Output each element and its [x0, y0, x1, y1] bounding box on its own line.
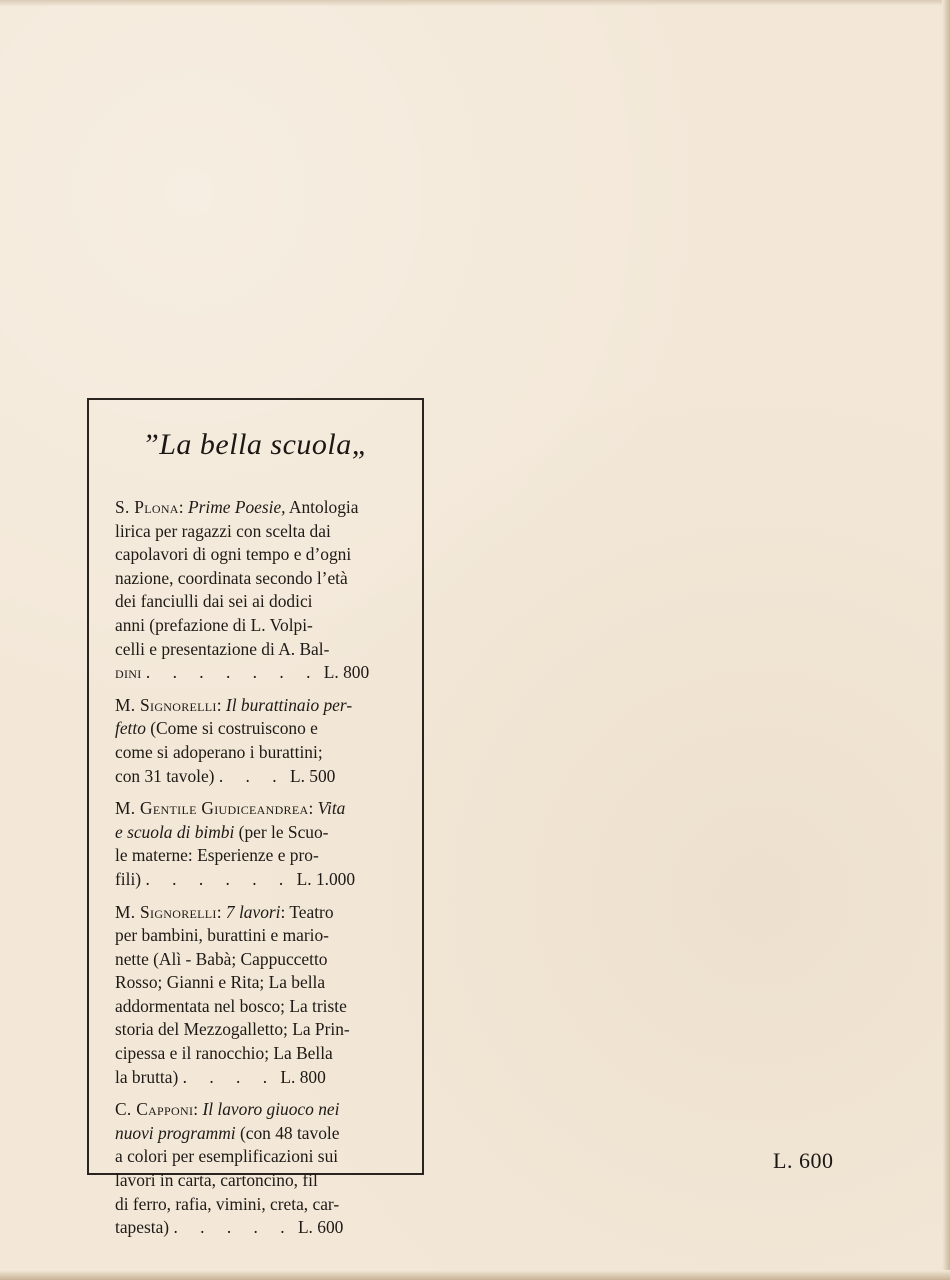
entry-text: di ferro, rafia, vimini, creta, car-: [115, 1193, 340, 1214]
entry-text: a colori per esemplificazioni sui: [115, 1146, 339, 1167]
entry-price: L. 1.000: [296, 868, 356, 889]
entry-text: le materne: Esperienze e pro-: [115, 845, 319, 866]
entry-author: M. Signorelli: [115, 694, 217, 715]
series-title: ”La bella scuola„: [142, 428, 369, 461]
entry-title: e scuola di bimbi: [115, 821, 235, 842]
entry-author: S. Plona: [115, 497, 179, 517]
entry-price-row: [115, 1216, 407, 1240]
price-leader-dots: . . . . . .: [145, 868, 293, 889]
catalog-entries: [115, 496, 407, 1249]
entry-text: dei fanciulli dai sei ai dodici: [115, 591, 313, 612]
entry-text: la brutta): [115, 1066, 179, 1087]
entry-price: L. 600: [297, 1217, 344, 1238]
entry-price: L. 800: [280, 1066, 326, 1087]
entry-text: con 31 tavole): [115, 765, 215, 786]
catalog-entry: M. Signorelli: Il burattinaio per- fetto (Come si costruiscono e come si adoperano i burattini; con 31 tavole) . . . L. 500: [115, 694, 407, 788]
price-leader-dots: . . . .: [182, 1066, 277, 1087]
entry-text: (Come si costruiscono e: [145, 718, 318, 739]
catalog-box: [87, 398, 424, 1238]
entry-text: cipessa e il ranocchio; La Bella: [115, 1043, 333, 1064]
entry-text: (con 48 tavole: [235, 1122, 340, 1143]
entry-title: Prime Poesie,: [187, 497, 286, 517]
entry-price-row: [115, 1066, 407, 1090]
price-leader-dots: . . . . . . .: [145, 662, 320, 683]
entry-text: Antologia: [285, 497, 359, 517]
entry-text: :: [178, 497, 188, 517]
entry-price: L. 500: [289, 765, 336, 786]
catalog-entry: M. Signorelli: 7 lavori: Teatro per bambini, burattini e mario- nette (Alì - Babà; Cappuccetto Rosso; Gianni e Rita; La bella addormentata nel bosco; La triste storia del Mezzogalletto; La Prin- cipessa e il ranocchio; La Bella la brutta) . . . . L. 800: [115, 901, 407, 1090]
entry-title: 7 lavori: [225, 901, 281, 922]
entry-text: addormentata nel bosco; La triste: [115, 995, 347, 1016]
entry-text: storia del Mezzogalletto; La Prin-: [115, 1019, 350, 1040]
entry-text: per bambini, burattini e mario-: [115, 925, 329, 946]
entry-price-row: [115, 661, 407, 685]
entry-text: fili): [115, 868, 142, 889]
catalog-entry: M. Gentile Giudiceandrea: Vita e scuola di bimbi (per le Scuo- le materne: Esperienze e pro- fili) . . . . . . L. 1.000: [115, 797, 407, 891]
catalog-entry: C. Capponi: Il lavoro giuoco nei nuovi programmi (con 48 tavole a colori per esemplificazioni sui lavori in carta, cartoncino, fil di ferro, rafia, vimini, creta, car- tapesta) . . . . . L. 600: [115, 1098, 407, 1240]
entry-author: C. Capponi: [115, 1099, 194, 1120]
page-top-edge: [0, 0, 950, 6]
entry-price-row: [115, 868, 407, 892]
page-right-edge: [942, 0, 950, 1280]
entry-title: fetto: [115, 718, 146, 739]
entry-text: : Teatro: [280, 901, 334, 922]
entry-text: Rosso; Gianni e Rita; La bella: [115, 972, 326, 993]
entry-text: (per le Scuo-: [234, 821, 329, 842]
entry-title: Il lavoro giuoco nei: [202, 1099, 340, 1120]
entry-price: L. 800: [323, 662, 370, 683]
catalog-entry: [115, 496, 407, 685]
entry-title: Vita: [317, 798, 346, 819]
entry-text: dini: [115, 662, 142, 683]
price-leader-dots: . . .: [218, 765, 286, 786]
entry-text: come si adoperano i burattini;: [115, 741, 323, 762]
entry-text: celli e presentazione di A. Bal-: [115, 638, 330, 659]
entry-price-row: [115, 765, 407, 789]
page-bottom-edge: [0, 1270, 950, 1280]
entry-text: nazione, coordinata secondo l’età: [115, 567, 348, 588]
entry-title: Il burattinaio per-: [225, 694, 353, 715]
entry-text: tapesta): [115, 1217, 170, 1238]
entry-author: M. Gentile Giudiceandrea: [115, 798, 309, 819]
entry-title: nuovi programmi: [115, 1122, 236, 1143]
entry-text: anni (prefazione di L. Volpi-: [115, 614, 313, 635]
entry-text: nette (Alì - Babà; Cappuccetto: [115, 948, 328, 969]
entry-author: M. Signorelli: [115, 901, 217, 922]
entry-text: lavori in carta, cartoncino, fil: [115, 1170, 318, 1191]
price-leader-dots: . . . . .: [173, 1217, 294, 1238]
entry-text: lirica per ragazzi con scelta dai: [115, 520, 331, 541]
entry-text: capolavori di ogni tempo e d’ogni: [115, 544, 352, 565]
cover-price: L. 600: [773, 1148, 834, 1173]
